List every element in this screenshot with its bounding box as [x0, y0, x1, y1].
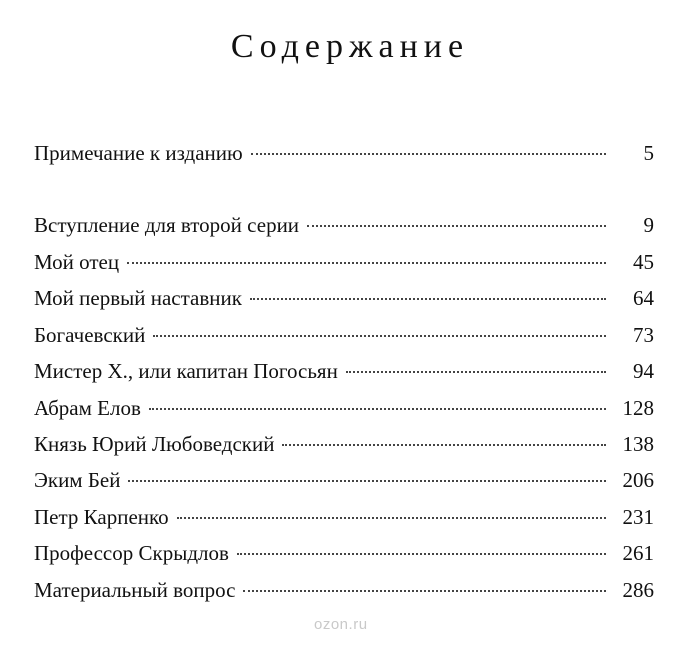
dot-leader	[153, 335, 606, 337]
toc-entry	[34, 538, 654, 568]
dot-leader	[128, 480, 606, 482]
toc-entry-title: Вступление для второй серии	[34, 213, 300, 237]
toc-entry-title: Эким Бей	[34, 468, 121, 492]
toc-entry-title: Петр Карпенко	[34, 505, 169, 529]
toc-entry-title: Мой отец	[34, 250, 120, 274]
toc-entry-title: Профессор Скрыдлов	[34, 541, 229, 565]
toc-entry-page: 206	[622, 468, 654, 492]
toc-entry	[34, 138, 654, 168]
toc-entry	[34, 247, 654, 277]
toc-entry	[34, 210, 654, 240]
toc-entry	[34, 356, 654, 386]
toc-entry-page: 45	[633, 250, 654, 274]
toc-entry	[34, 320, 654, 350]
toc-entry-title: Абрам Елов	[34, 396, 141, 420]
watermark: ozon.ru	[314, 616, 368, 633]
page-title: Содержание	[230, 28, 470, 65]
dot-leader	[346, 371, 606, 373]
toc-entry	[34, 575, 654, 605]
toc-entry-page: 73	[633, 323, 654, 347]
dot-leader	[149, 408, 606, 410]
toc-entry-title: Мистер Х., или капитан Погосьян	[34, 359, 338, 383]
dot-leader	[251, 153, 606, 155]
toc-entry-page: 231	[622, 505, 654, 529]
toc-entry-title: Мой первый наставник	[34, 286, 242, 310]
toc-entry-title: Богачевский	[34, 323, 146, 347]
toc-entry-title: Князь Юрий Любоведский	[34, 432, 275, 456]
toc-entry-page: 261	[622, 541, 654, 565]
toc-entry-page: 94	[633, 359, 654, 383]
dot-leader	[307, 225, 606, 227]
dot-leader	[250, 298, 606, 300]
toc-entry	[34, 429, 654, 459]
dot-leader	[127, 262, 606, 264]
dot-leader	[243, 590, 606, 592]
toc-entry-page: 9	[643, 213, 654, 237]
toc-entry-page: 5	[643, 141, 654, 165]
toc-entry-title: Материальный вопрос	[34, 578, 236, 602]
dot-leader	[237, 553, 606, 555]
dot-leader	[177, 517, 606, 519]
toc-entry	[34, 283, 654, 313]
toc-entry-page: 128	[622, 396, 654, 420]
toc-entry-page: 286	[622, 578, 654, 602]
dot-leader	[282, 444, 606, 446]
toc-entry	[34, 465, 654, 495]
toc-entry-page: 138	[622, 432, 654, 456]
toc-entry	[34, 393, 654, 423]
toc-entry	[34, 502, 654, 532]
toc-entry-page: 64	[633, 286, 654, 310]
toc-entry-title: Примечание к изданию	[34, 141, 243, 165]
